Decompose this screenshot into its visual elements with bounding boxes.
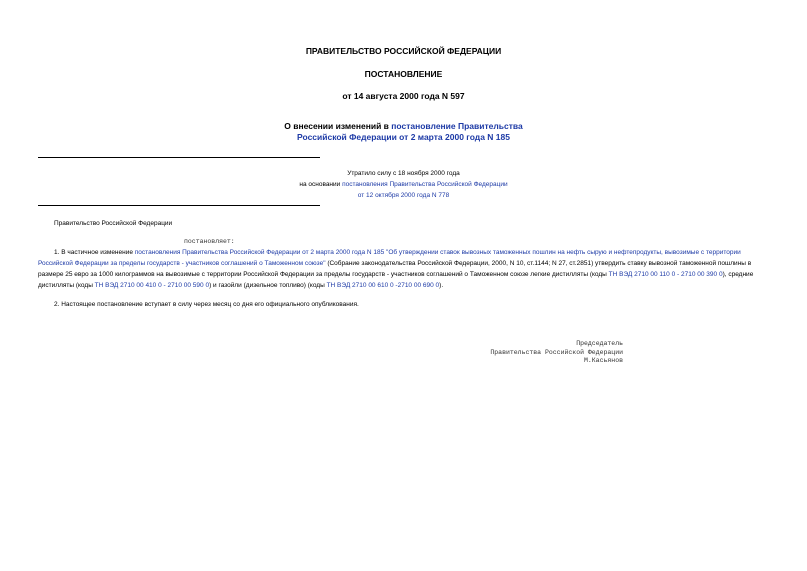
p1-link-resolution-185[interactable]: постановления Правительства Российской Федерации от 2 марта 2000 года N 185 "Об утверждении ставок вывозных таможенных пошлин на нефть сырую и нефтепродукты, вывозимые с территории Российской Федерации за пределы государств - участников соглашений о Таможенном союзе" bbox=[38, 249, 741, 267]
status-note-line-1: Утратило силу с 18 ноября 2000 года bbox=[347, 170, 460, 177]
paragraph-2: 2. Настоящее постановление вступает в силу через месяц со дня его официального опубликования. bbox=[54, 301, 359, 308]
subject-link-part-1[interactable]: постановление Правительства bbox=[391, 121, 523, 131]
signature-org: Правительства Российской Федерации bbox=[490, 348, 623, 356]
signature-block bbox=[490, 340, 623, 366]
date-number-heading: от 14 августа 2000 года N 597 bbox=[342, 91, 465, 101]
government-heading: ПРАВИТЕЛЬСТВО РОССИЙСКОЙ ФЕДЕРАЦИИ bbox=[305, 46, 502, 56]
subject-link-part-2[interactable]: Российской Федерации от 2 марта 2000 года N 185 bbox=[297, 132, 510, 142]
document-type-heading: ПОСТАНОВЛЕНИЕ bbox=[364, 69, 443, 79]
signature-title: Председатель bbox=[576, 340, 623, 347]
status-note-prefix: на основании bbox=[299, 181, 343, 188]
p1-text-c: ), средние дистилляты (коды bbox=[38, 271, 754, 289]
status-note-link[interactable]: постановления Правительства Российской Федерации bbox=[342, 181, 508, 188]
p1-link-tnved-gasoil[interactable]: ТН ВЭД 2710 00 610 0 -2710 00 690 0 bbox=[326, 282, 440, 289]
paragraph-1 bbox=[38, 247, 773, 291]
decides-line: постановляет: bbox=[184, 238, 235, 245]
status-note-line-3 bbox=[0, 190, 807, 201]
p1-link-tnved-light[interactable]: ТН ВЭД 2710 00 110 0 - 2710 00 390 0 bbox=[608, 271, 723, 278]
p1-text-d: ) и газойли (дизельное топливо) (коды bbox=[209, 282, 327, 289]
subject-prefix: О внесении изменений в bbox=[284, 121, 392, 131]
subject-line-1 bbox=[0, 121, 807, 131]
divider-top bbox=[38, 157, 320, 158]
subject-line-2 bbox=[0, 132, 807, 142]
divider-bottom bbox=[38, 205, 320, 206]
p1-link-tnved-middle[interactable]: ТН ВЭД 2710 00 410 0 - 2710 00 590 0 bbox=[94, 282, 210, 289]
status-note-line-2 bbox=[0, 179, 807, 190]
status-note bbox=[0, 168, 807, 201]
issuer-line: Правительство Российской Федерации bbox=[54, 220, 173, 227]
p1-text-a: 1. В частичное изменение bbox=[54, 249, 135, 256]
p1-text-b: (Собрание законодательства Российской Федерации, 2000, N 10, ст.1144; N 27, ст.2851) утвердить ставку вывозной таможенной пошлины в размере 25 евро за 1000 килограммов на вывозимые с территории Российской Федерации за пределы государств - участников соглашений о Таможенном союзе легкие дистилляты (коды bbox=[38, 260, 752, 278]
signature-name: М.Касьянов bbox=[583, 357, 623, 364]
status-note-link-date[interactable]: от 12 октября 2000 года N 778 bbox=[357, 192, 450, 199]
p1-text-e: ). bbox=[439, 282, 444, 289]
